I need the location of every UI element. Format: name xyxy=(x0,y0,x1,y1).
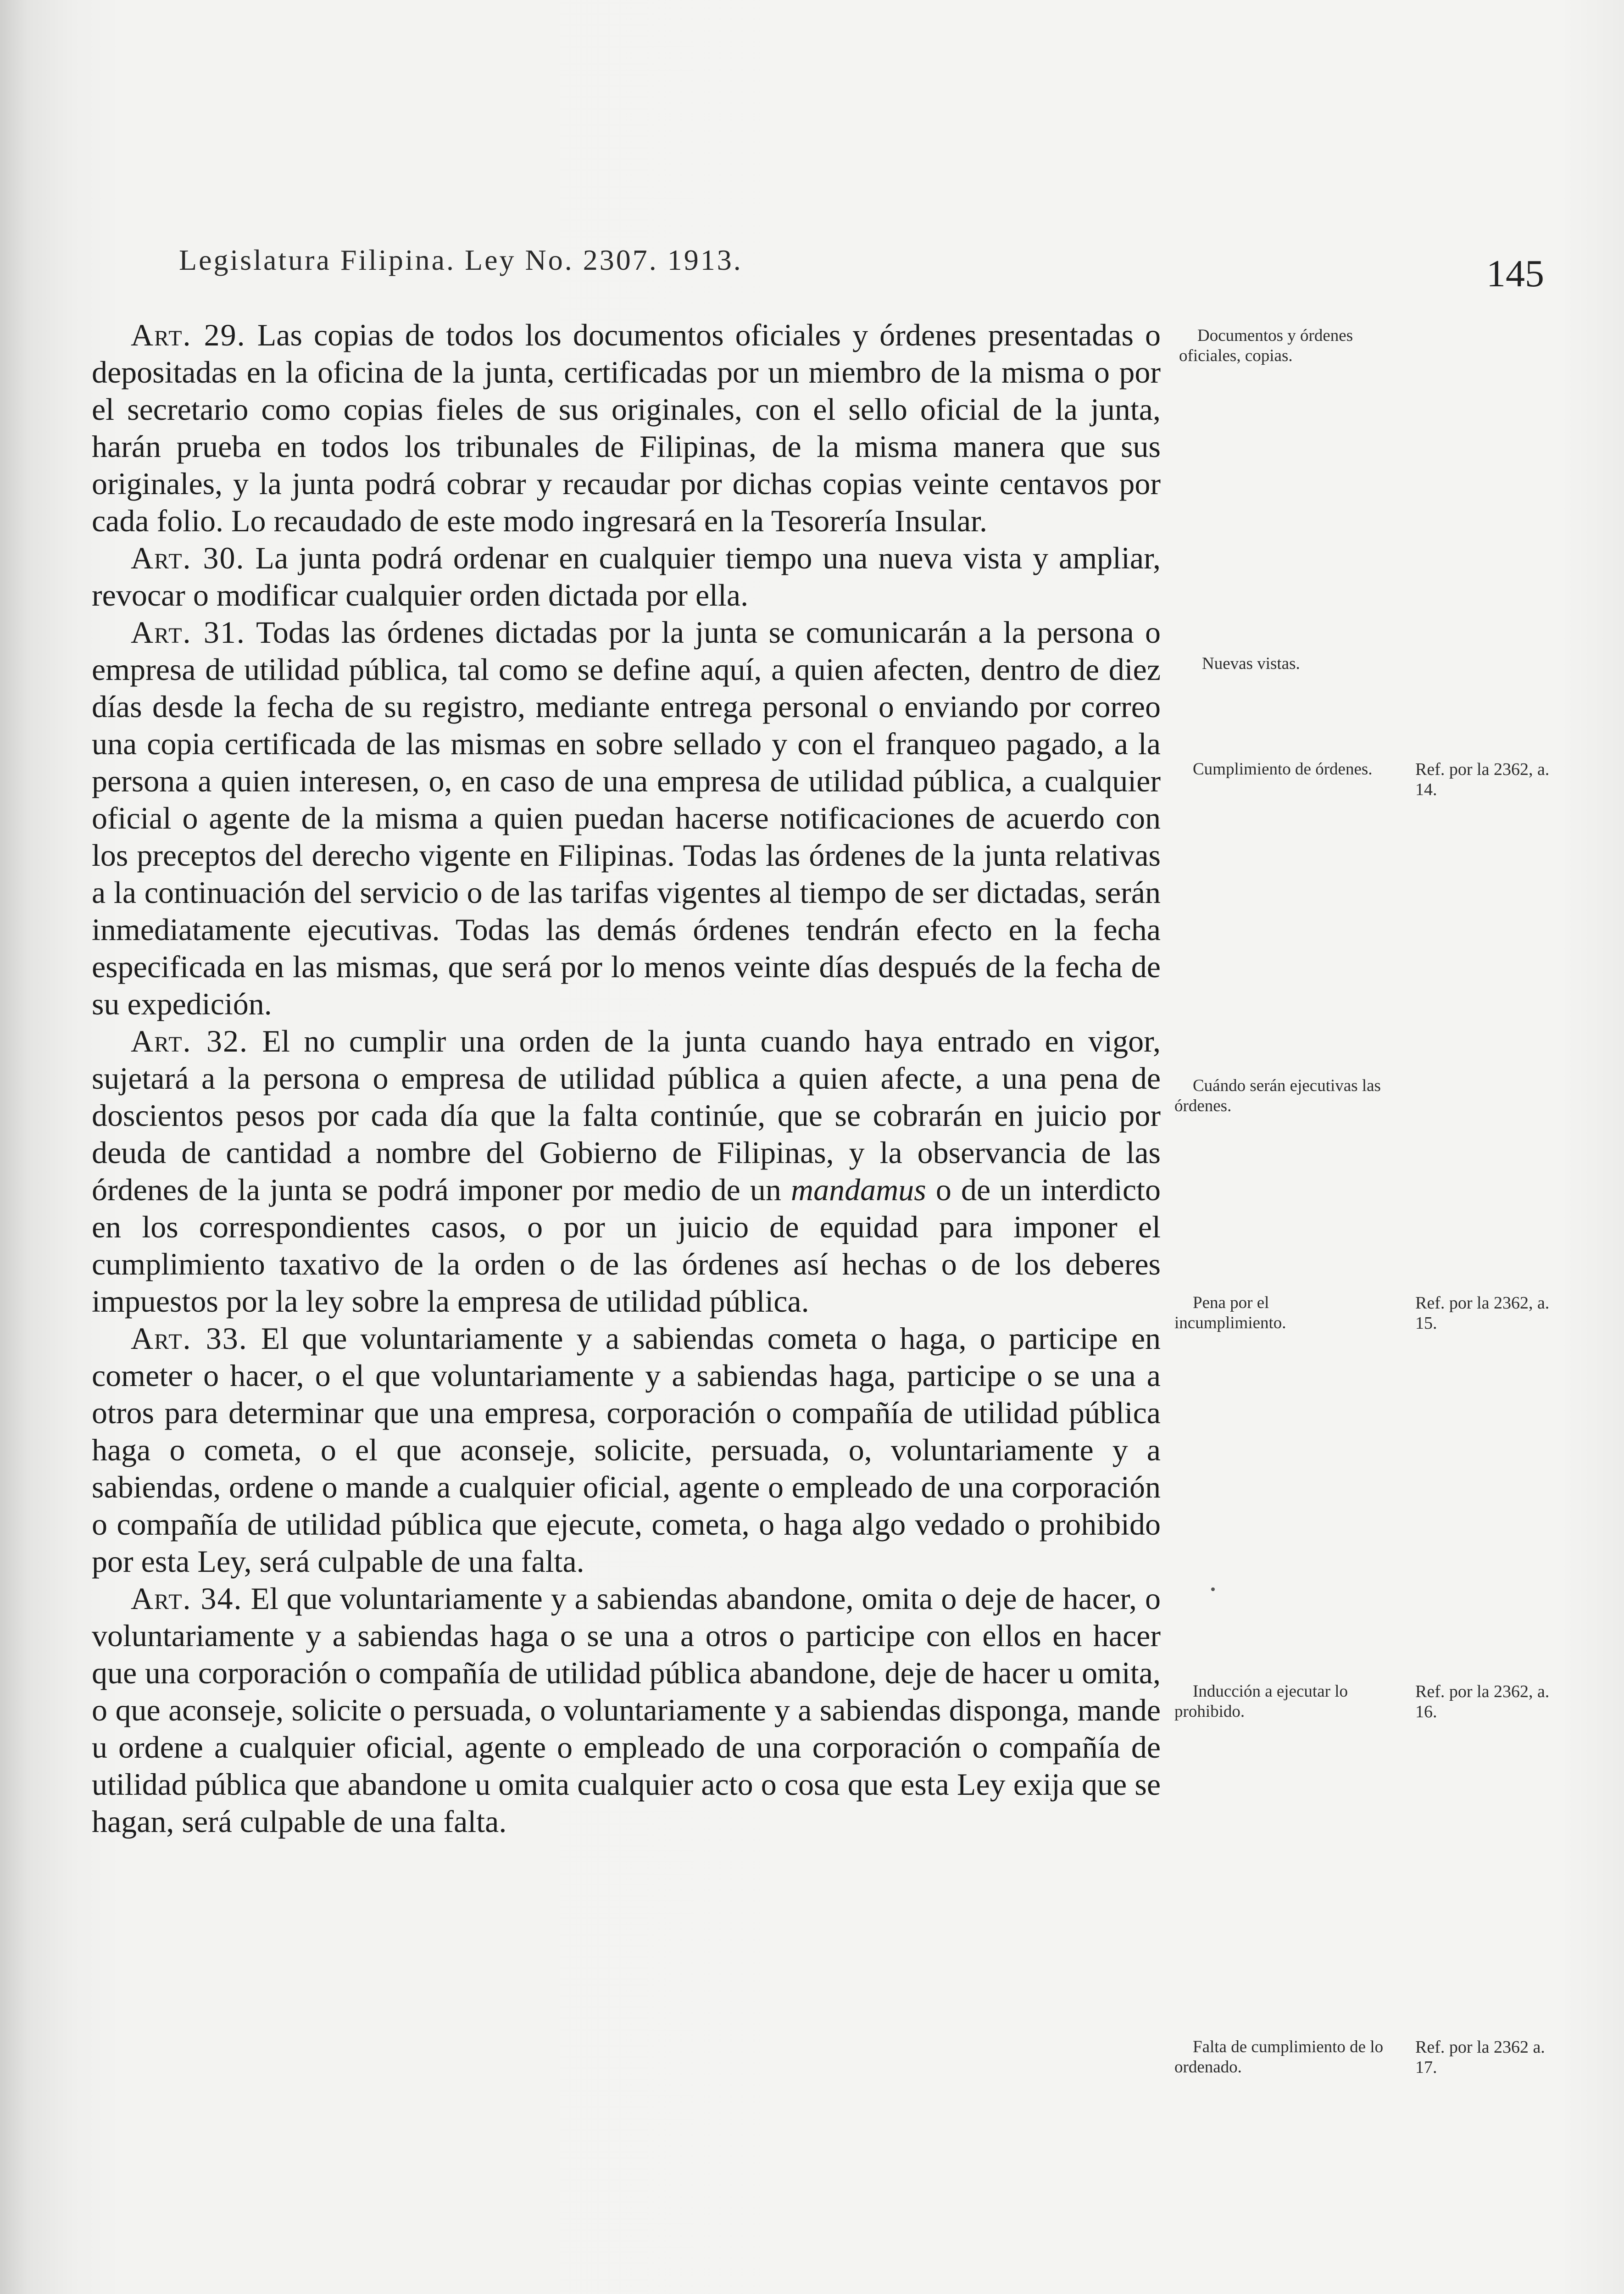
article-label: Art. 31. xyxy=(131,615,245,650)
article-label: Art. 34. xyxy=(131,1581,243,1616)
marginal-note-nuevas-vistas: Nuevas vistas. xyxy=(1202,654,1300,673)
page-number: 145 xyxy=(1486,252,1544,295)
article-33 xyxy=(92,1320,1161,1580)
article-30 xyxy=(92,540,1161,614)
article-label: Art. 30. xyxy=(131,540,245,575)
marginal-note-falta: Falta de cumplimiento de lo ordenado. xyxy=(1174,2038,1384,2077)
article-text: El que voluntariamente y a sabiendas cometa o haga, o participe en cometer o hacer, o el que voluntariamente y a sabiendas haga, participe o se una a otros para determinar que una empresa, corporación o compañía de utilidad pública haga o cometa, o el que aconseje, solicite, persuada, o, voluntariamente y a sabiendas, ordene o mande a cualquier oficial, agente o empleado de una corporación o compañía de utilidad pública que ejecute, cometa, o haga algo vedado o prohibido por esta Ley, será culpable de una falta. xyxy=(92,1321,1161,1579)
main-text xyxy=(92,317,1161,1840)
article-29 xyxy=(92,317,1161,540)
article-32 xyxy=(92,1023,1161,1320)
reference-a15: Ref. por la 2362, a. 15. xyxy=(1415,1293,1550,1333)
reference-a17: Ref. por la 2362 a. 17. xyxy=(1415,2038,1545,2077)
article-text: Todas las órdenes dictadas por la junta se comunicarán a la persona o empresa de utilidad pública, tal como se define aquí, a quien afecten, dentro de diez días desde la fecha de su registro, mediante entrega personal o enviando por correo una copia certificada de las mismas en sobre sellado y con el franqueo pagado, a la persona a quien interesen, o, en caso de una empresa de utilidad pública, a cualquier oficial o agente de la misma a quien puedan hacerse notificaciones de acuerdo con los preceptos del derecho vigente en Filipinas. Todas las órdenes de la junta relativas a la continuación del servicio o de las tarifas vigentes al tiempo de ser dictadas, serán inmediatamente ejecutivas. Todas las demás órdenes tendrán efecto en la fecha especificada en las mismas, que será por lo menos veinte días después de la fecha de su expedición. xyxy=(92,615,1161,1021)
marginal-note-pena: Pena por el incumplimiento. xyxy=(1174,1293,1286,1332)
article-text: La junta podrá ordenar en cualquier tiempo una nueva vista y ampliar, revocar o modificar cualquier orden dictada por ella. xyxy=(92,540,1161,612)
article-31 xyxy=(92,614,1161,1023)
marginal-note-documentos: Documentos y órdenes oficiales, copias. xyxy=(1179,326,1353,365)
article-label: Art. 32. xyxy=(131,1024,249,1058)
article-text-cont: o de un interdicto en los correspondientes casos, o por un juicio de equidad para imponer el cumplimiento taxativo de la orden o de las órdenes así hechas o de los deberes impuestos por la ley sobre la empresa de utilidad pública. xyxy=(92,1172,1161,1319)
article-text: El que voluntariamente y a sabiendas abandone, omita o deje de hacer, o voluntariamente y a sabiendas haga o se una a otros o participe con ellos en hacer que una corporación o compañía de utilidad pública abandone, deje de hacer u omita, o que aconseje, solicite o persuada, o voluntariamente y a sabiendas disponga, mande u ordene a cualquier oficial, agente o empleado de una corporación o compañía de utilidad pública que abandone u omita cualquier acto o cosa que esta Ley exija que se hagan, será culpable de una falta. xyxy=(92,1581,1161,1839)
article-text: El no cumplir una orden de la junta cuando haya entrado en vigor, sujetará a la persona o empresa de utilidad pública a quien afecte, a una pena de doscientos pesos por cada día que la falta continúe, que se cobrarán en juicio por deuda de cantidad a nombre del Gobierno de Filipinas, y la observancia de las órdenes de la junta se podrá imponer por medio de un xyxy=(92,1024,1161,1207)
reference-a14: Ref. por la 2362, a. 14. xyxy=(1415,760,1550,799)
marginal-note-induccion: Inducción a ejecutar lo prohibido. xyxy=(1174,1682,1348,1721)
marginal-note-ejecutivas: Cuándo serán ejecutivas las órdenes. xyxy=(1174,1076,1381,1115)
italic-term: mandamus xyxy=(791,1172,926,1207)
article-label: Art. 29. xyxy=(131,317,246,352)
reference-a16: Ref. por la 2362, a. 16. xyxy=(1415,1682,1550,1721)
article-text: Las copias de todos los documentos oficiales y órdenes presentadas o depositadas en la oficina de la junta, certificadas por un miembro de la misma o por el secretario como copias fieles de sus originales, con el sello oficial de la junta, harán prueba en todos los tribunales de Filipinas, de la misma manera que sus originales, y la junta podrá cobrar y recaudar por dichas copias veinte centavos por cada folio. Lo recaudado de este modo ingresará en la Tesorería Insular. xyxy=(92,317,1161,538)
paper-speck xyxy=(1211,1587,1215,1591)
article-label: Art. 33. xyxy=(131,1321,248,1356)
running-header: Legislatura Filipina. Ley No. 2307. 1913. xyxy=(179,244,743,276)
article-34 xyxy=(92,1580,1161,1840)
marginal-note-cumplimiento: Cumplimiento de órdenes. xyxy=(1193,760,1373,779)
